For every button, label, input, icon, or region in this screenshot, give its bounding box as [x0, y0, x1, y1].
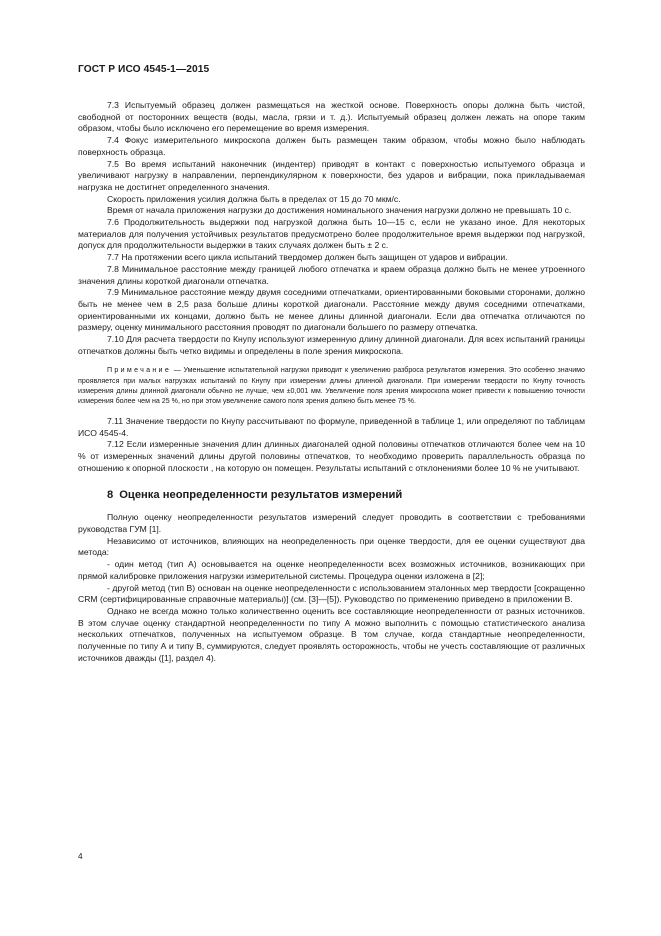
list-item-type-b: - другой метод (тип В) основан на оценке неопределенности с использованием эталонных мер твердости [сокращенно CRM (сертифицированные справочные материалы)] (см. [3]—[5]). Руководство по применению приведено в приложении В.	[78, 582, 585, 605]
section-number: 8	[107, 489, 114, 502]
paragraph-7-8: 7.8 Минимальное расстояние между границей любого отпечатка и краем образца должно быть не менее утроенного значения длины короткой диагонали отпечатка.	[78, 263, 585, 286]
paragraph-uncertainty-intro: Полную оценку неопределенности результатов измерений следует проводить в соответствии с требованиями руководства ГУМ [1].	[78, 512, 585, 535]
paragraph-7-5: 7.5 Во время испытаний наконечник (индентер) приводят в контакт с поверхностью испытуемого образца и увеличивают нагрузку в направлении, перпендикулярном к поверхности, без ударов и вибрации, пока прикладываемая нагрузка не достигнет определенного значения.	[78, 158, 585, 192]
paragraph-7-10: 7.10 Для расчета твердости по Кнупу используют измеренную длину длинной диагонали. Для всех испытаний границы отпечатков должны быть четко видимы и определены в поле зрения микроскопа.	[78, 334, 585, 356]
paragraph-7-7: 7.7 На протяжении всего цикла испытаний твердомер должен быть защищен от ударов и вибрации.	[107, 252, 508, 263]
page-number: 4	[78, 852, 83, 861]
paragraph-speed: Скорость приложения усилия должна быть в пределах от 15 до 70 мкм/с.	[107, 193, 401, 204]
paragraph-7-4: 7.4 Фокус измерительного микроскопа должен быть размещен таким образом, чтобы можно было наблюдать поверхность образца.	[78, 135, 585, 157]
paragraph-7-12: 7.12 Если измеренные значения длин длинных диагоналей одной половины отпечатков отличаются более чем на 10 % от измеренных значений длины другой половины отпечатков, то необходимо проверить параллельность образца по отношению к опорной плоскости , на которую он помещен. Результаты испытаний с отклонениями более 10 % не учитывают.	[78, 439, 585, 473]
section-heading	[78, 488, 585, 502]
note	[78, 365, 585, 405]
note-label: Примечание	[107, 366, 172, 375]
paragraph-two-methods: Независимо от источников, влияющих на неопределенность при оценке твердости, для ее оценки существуют два метода:	[78, 535, 585, 558]
document-body	[78, 100, 585, 665]
paragraph-7-11: 7.11 Значение твердости по Кнупу рассчитывают по формуле, приведенной в таблице 1, или определяют по таблицам ИСО 4545-4.	[78, 415, 585, 438]
paragraph-time: Время от начала приложения нагрузки до достижения номинального значения нагрузки должно не превышать 10 с.	[107, 205, 572, 216]
paragraph-7-3: 7.3 Испытуемый образец должен размещаться на жесткой основе. Поверхность опоры должна быть чистой, свободной от посторонних веществ (воды, масла, грязи и т. д.). Испытуемый образец должен лежать на опоре таким образом, чтобы было исключено его перемещение во время измерения.	[78, 100, 585, 134]
section-title: Оценка неопределенности результатов измерений	[119, 489, 403, 502]
paragraph-7-6: 7.6 Продолжительность выдержки под нагрузкой должна быть 10—15 с, если не указано иное. Для некоторых материалов для получения устойчивых результатов предусмотрено более продолжительное время выдержки под нагрузкой, допуск для продолжительности выдержки в таких случаях должен быть ± 2 с.	[78, 217, 585, 251]
document-header: ГОСТ Р ИСО 4545-1—2015	[78, 64, 210, 75]
note-text: — Уменьшение испытательной нагрузки приводит к увеличению разброса результатов измерения. Это особенно значимо проявляется при малых нагрузках испытаний по Кнупу при измерении длины длинной диагонали. При измерении твердости по Кнупу точность измерения длины длинной диагонали обычно не лучше, чем ±0,001 мм. Увеличение поля зрения микроскопа может привести к повышению точности измерения более чем на 25 %, но при этом увеличение самого поля зрения должно быть менее 75 %.	[78, 366, 585, 405]
paragraph-caution: Однако не всегда можно только количественно оценить все составляющие неопределенности от разных источников. В этом случае оценку стандартной неопределенности по типу А можно выполнить с помощью статистического анализа нескольких отпечатков, полученных на испытуемом образце. В том случае, когда стандартные неопределенности, полученные по типу А и типу В, суммируются, следует проявлять осторожность, чтобы не учесть составляющие от различных источников дважды ([1], раздел 4).	[78, 605, 585, 663]
list-item-type-a: - один метод (тип А) основывается на оценке неопределенности всех возможных источников, возникающих при прямой калибровке приложения нагрузки измерительной системы. Процедура оценки изложена в [2];	[78, 559, 585, 581]
paragraph-7-9: 7.9 Минимальное расстояние между двумя соседними отпечатками, ориентированными боковыми сторонами, должно быть не менее чем в 2,5 раза больше длины короткой диагонали. Расстояние между двумя соседними отпечатками, ориентированными их концами, должно быть не менее длины длинной диагонали. Если два отпечатка отличаются по размеру, оценку минимального расстояния проводят по диагонали большего по размеру отпечатка.	[78, 287, 585, 333]
